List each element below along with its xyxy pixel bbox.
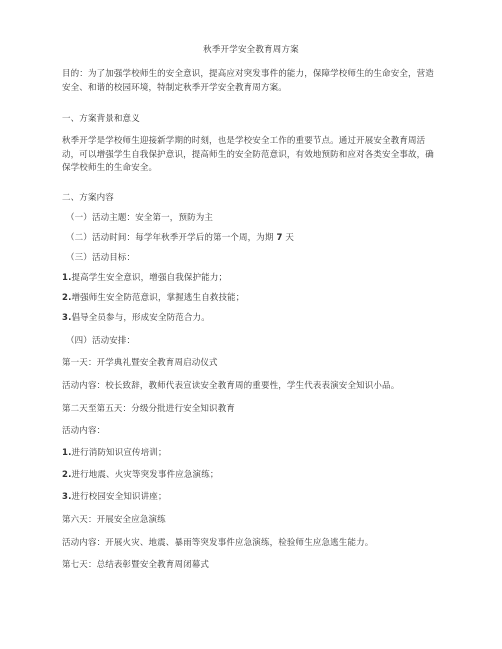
item-text: 进行消防知识宣传培训； [71,448,167,458]
goal-item [62,292,244,304]
section1-heading: 一、方案背景和意义 [62,114,140,124]
day1-title: 第一天：开学典礼暨安全教育周启动仪式 [62,358,218,368]
day2to5-title: 第二天至第五天：分级分批进行安全知识教育 [62,404,236,414]
goal-number: 3. [62,313,72,323]
activity-time [66,232,294,244]
goal-text: 提高学生安全意识，增强自我保护能力； [71,273,228,283]
item-text: 进行地震、火灾等突发事件应急演练； [71,470,219,480]
goal-number: 1. [62,273,72,283]
goal-number: 2. [62,293,72,303]
schedule-heading: （四）活动安排： [66,336,136,346]
purpose-paragraph: 目的：为了加强学校师生的安全意识，提高应对突发事件的能力，保障学校师生的生命安全，营造安全、和谐的校园环境，特制定秋季开学安全教育周方案。 [62,69,434,93]
activity-time-suffix: 天 [285,233,295,243]
day2to5-content-label: 活动内容： [62,426,106,436]
day6-content: 活动内容：开展火灾、地震、暴雨等突发事件应急演练，检验师生应急逃生能力。 [62,538,374,548]
document-title: 秋季开学安全教育周方案 [203,45,299,55]
activity-time-prefix: （二）活动时间：每学年秋季开学后的第一个周，为期 [66,233,274,243]
activity-time-days: 7 [276,233,283,243]
section1-body: 秋季开学是学校师生迎接新学期的时刻，也是学校安全工作的重要节点。通过开展安全教育周活动，可以增强学生自我保护意识，提高师生的安全防范意识，有效地预防和应对各类安全事故，确保学校师生的生命安全。 [62,136,434,173]
day2to5-item [62,491,167,503]
day2to5-item [62,469,219,481]
goal-text: 增强师生安全防范意识，掌握逃生自救技能； [71,293,245,303]
item-number: 1. [62,448,72,458]
day6-title: 第六天：开展安全应急演练 [62,515,166,525]
item-number: 3. [62,492,72,502]
goals-heading: （三）活动目标： [66,253,136,263]
day7-title: 第七天：总结表彰暨安全教育周闭幕式 [62,560,210,570]
day2to5-item [62,447,167,459]
goal-text: 倡导全员参与，形成安全防范合力。 [71,313,210,323]
goal-item [62,272,227,284]
activity-theme: （一）活动主题：安全第一，预防为主 [66,213,214,223]
day1-content: 活动内容：校长致辞，教师代表宣读安全教育周的重要性，学生代表表演安全知识小品。 [62,381,400,391]
goal-item [62,312,210,324]
section2-heading: 二、方案内容 [62,193,114,203]
item-text: 进行校园安全知识讲座； [71,492,167,502]
item-number: 2. [62,470,72,480]
